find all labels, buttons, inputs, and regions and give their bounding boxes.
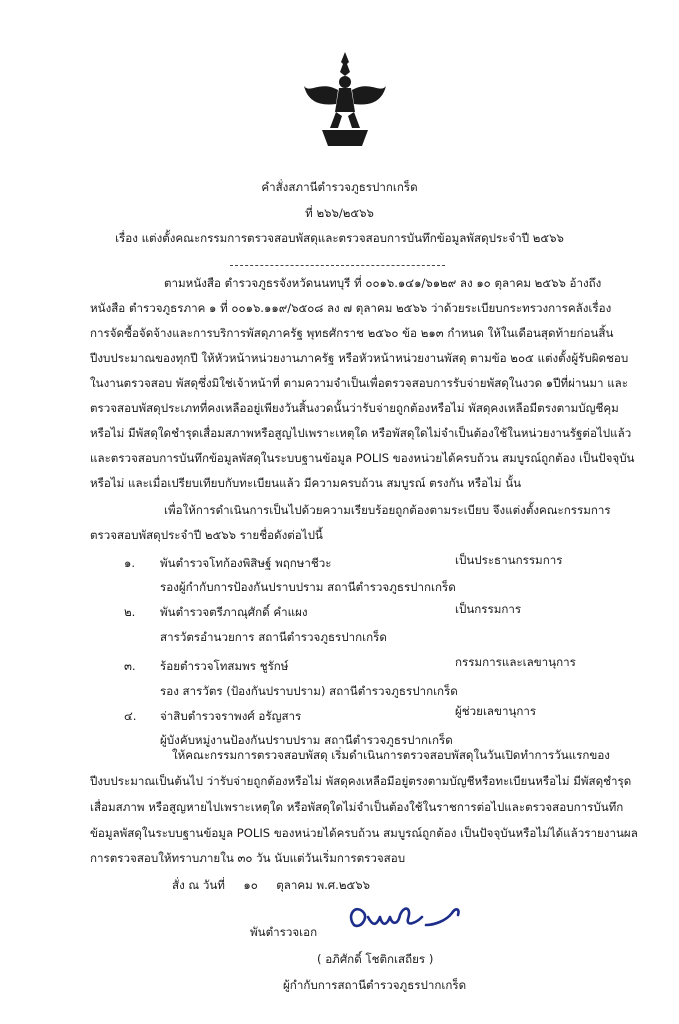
member-position: รองผู้กำกับการป้องกันปราบปราม สถานีตำรวจภูธรปากเกร็ด — [160, 580, 456, 594]
garuda-emblem-icon — [300, 50, 390, 150]
signer-rank: พันตำรวจเอก — [250, 925, 318, 939]
order-title: คำสั่งสภานีตำรวจภูธรปากเกร็ด — [261, 180, 418, 194]
paragraph-line: ข้อมูลพัสดุในระบบฐานข้อมูล POLIS ของหน่วยได้ครบถ้วน สมบูรณ์ถูกต้อง เป็นปัจจุบันหรือไม่ได้แล้วรายงานผล — [90, 826, 638, 840]
member-position: สารวัตรอำนวยการ สถานีตำรวจภูธรปากเกร็ด — [160, 630, 387, 644]
member-number: ๒. — [124, 605, 136, 619]
member-role: เป็นประธานกรรมการ — [455, 553, 563, 567]
member-number: ๑. — [124, 556, 136, 570]
member-name: ร้อยตำรวจโทสมพร ชูรักษ์ — [160, 659, 289, 673]
paragraph-line: ให้คณะกรรมการตรวจสอบพัสดุ เริ่มดำเนินการตรวจสอบพัสดุในวันเปิดทำการวันแรกของ — [172, 748, 610, 762]
paragraph-line: การจัดซื้อจัดจ้างและการบริการพัสดุภาครัฐ พุทธศักราช ๒๕๖๐ ข้อ ๒๑๓ กำหนด ให้ในเดือนสุดท้ายก่อนสิ้น — [90, 326, 614, 340]
paragraph-line: และตรวจสอบการบันทึกข้อมูลพัสดุในระบบฐานข้อมูล POLIS ของหน่วยได้ครบถ้วน สมบูรณ์ถูกต้อง เป็นปัจจุบัน — [90, 451, 635, 465]
paragraph-line: เพื่อให้การดำเนินการเป็นไปด้วยความเรียบร้อยถูกต้องตามระเบียบ จึงแต่งตั้งคณะกรรมการ — [164, 503, 611, 517]
member-role: กรรมการและเลขานุการ — [455, 655, 576, 669]
member-name: จ่าสิบตำรวจราพงศ์ อรัญสาร — [160, 709, 302, 723]
member-position: รอง สารวัตร (ป้องกันปราบปราม) สถานีตำรวจภูธรปากเกร็ด — [160, 684, 458, 698]
order-number: ที่ ๒๖๖/๒๕๖๖ — [305, 206, 374, 220]
signature-scribble-icon — [342, 895, 472, 941]
member-position: ผู้บังคับหมู่งานป้องกันปราบปราม สถานีตำรวจภูธรปากเกร็ด — [160, 733, 453, 747]
paragraph-line: ตามหนังสือ ตำรวจภูธรจังหวัดนนทบุรี ที่ ๐๐๑๖.๑๔๑/๖๑๒๙ ลง ๑๐ ตุลาคม ๒๕๖๖ อ้างถึง — [164, 276, 602, 290]
member-role: เป็นกรรมการ — [455, 602, 522, 616]
order-subject: เรื่อง แต่งตั้งคณะกรรมการตรวจสอบพัสดุและตรวจสอบการบันทึกข้อมูลพัสดุประจำปี ๒๕๖๖ — [115, 231, 564, 245]
member-role: ผู้ช่วยเลขานุการ — [455, 704, 537, 718]
paragraph-line: การตรวจสอบให้ทราบภายใน ๓๐ วัน นับแต่วันเริ่มการตรวจสอบ — [90, 851, 406, 865]
paragraph-line: เสื่อมสภาพ หรือสูญหายไปเพราะเหตุใด หรือพัสดุใดไม่จำเป็นต้องใช้ในราชการต่อไปและตรวจสอบการบันทึก — [90, 800, 624, 814]
member-number: ๔. — [124, 709, 137, 723]
member-name: พันตำรวจตรีภาณุศักดิ์ คำแผง — [160, 605, 308, 619]
member-name: พันตำรวจโทก้องพิสิษฐ์ พฤกษาชีวะ — [160, 556, 332, 570]
member-number: ๓. — [124, 659, 136, 673]
paragraph-line: ปีงบประมาณของทุกปี ให้หัวหน้าหน่วยงานภาครัฐ หรือหัวหน้าหน่วยงานพัสดุ ตามข้อ ๒๐๕ แต่งตั้งผู้รับผิดชอบ — [90, 351, 629, 365]
paragraph-line: หนังสือ ตำรวจภูธรภาค ๑ ที่ ๐๐๑๖.๑๑๙/๖๕๐๘ ลง ๗ ตุลาคม ๒๕๖๖ ว่าด้วยระเบียบกระทรวงการคลังเรื่อง — [90, 301, 612, 315]
signer-title: ผู้กำกับการสถานีตำรวจภูธรปากเกร็ด — [283, 978, 467, 992]
divider — [230, 265, 445, 266]
paragraph-line: ในงานตรวจสอบ พัสดุซึ่งมิใช่เจ้าหน้าที่ ตามความจำเป็นเพื่อตรวจสอบการรับจ่ายพัสดุในงวด ๑ปีที่ผ่านมา และ — [90, 376, 629, 390]
paragraph-line: หรือไม่ มีพัสดุใดชำรุดเสื่อมสภาพหรือสูญไปเพราะเหตุใด หรือพัสดุใดไม่จำเป็นต้องใช้ในหน่วยงานรัฐต่อไปแล้ว — [90, 426, 632, 440]
order-date: สั่ง ณ วันที่ ๑๐ ตุลาคม พ.ศ.๒๕๖๖ — [172, 878, 370, 892]
signer-name: ( อภิศักดิ์ โชติกเสถียร ) — [317, 952, 434, 966]
paragraph-line: ตรวจสอบพัสดุประจำปี ๒๕๖๖ รายชื่อดังต่อไปนี้ — [90, 528, 323, 542]
paragraph-line: หรือไม่ และเมื่อเปรียบเทียบกับทะเบียนแล้ว มีความครบถ้วน สมบูรณ์ ตรงกัน หรือไม่ นั้น — [90, 476, 522, 490]
paragraph-line: ปีงบประมาณเป็นต้นไป ว่ารับจ่ายถูกต้องหรือไม่ พัสดุคงเหลือมีอยู่ตรงตามบัญชีหรือทะเบียนหรือไม่ มีพัสดุชำรุด — [90, 774, 632, 788]
paragraph-line: ตรวจสอบพัสดุประเภทที่คงเหลืออยู่เพียงวันสิ้นงวดนั้นว่ารับจ่ายถูกต้องหรือไม่ พัสดุคงเหลือมีตรงตามบัญชีคุม — [90, 401, 619, 415]
